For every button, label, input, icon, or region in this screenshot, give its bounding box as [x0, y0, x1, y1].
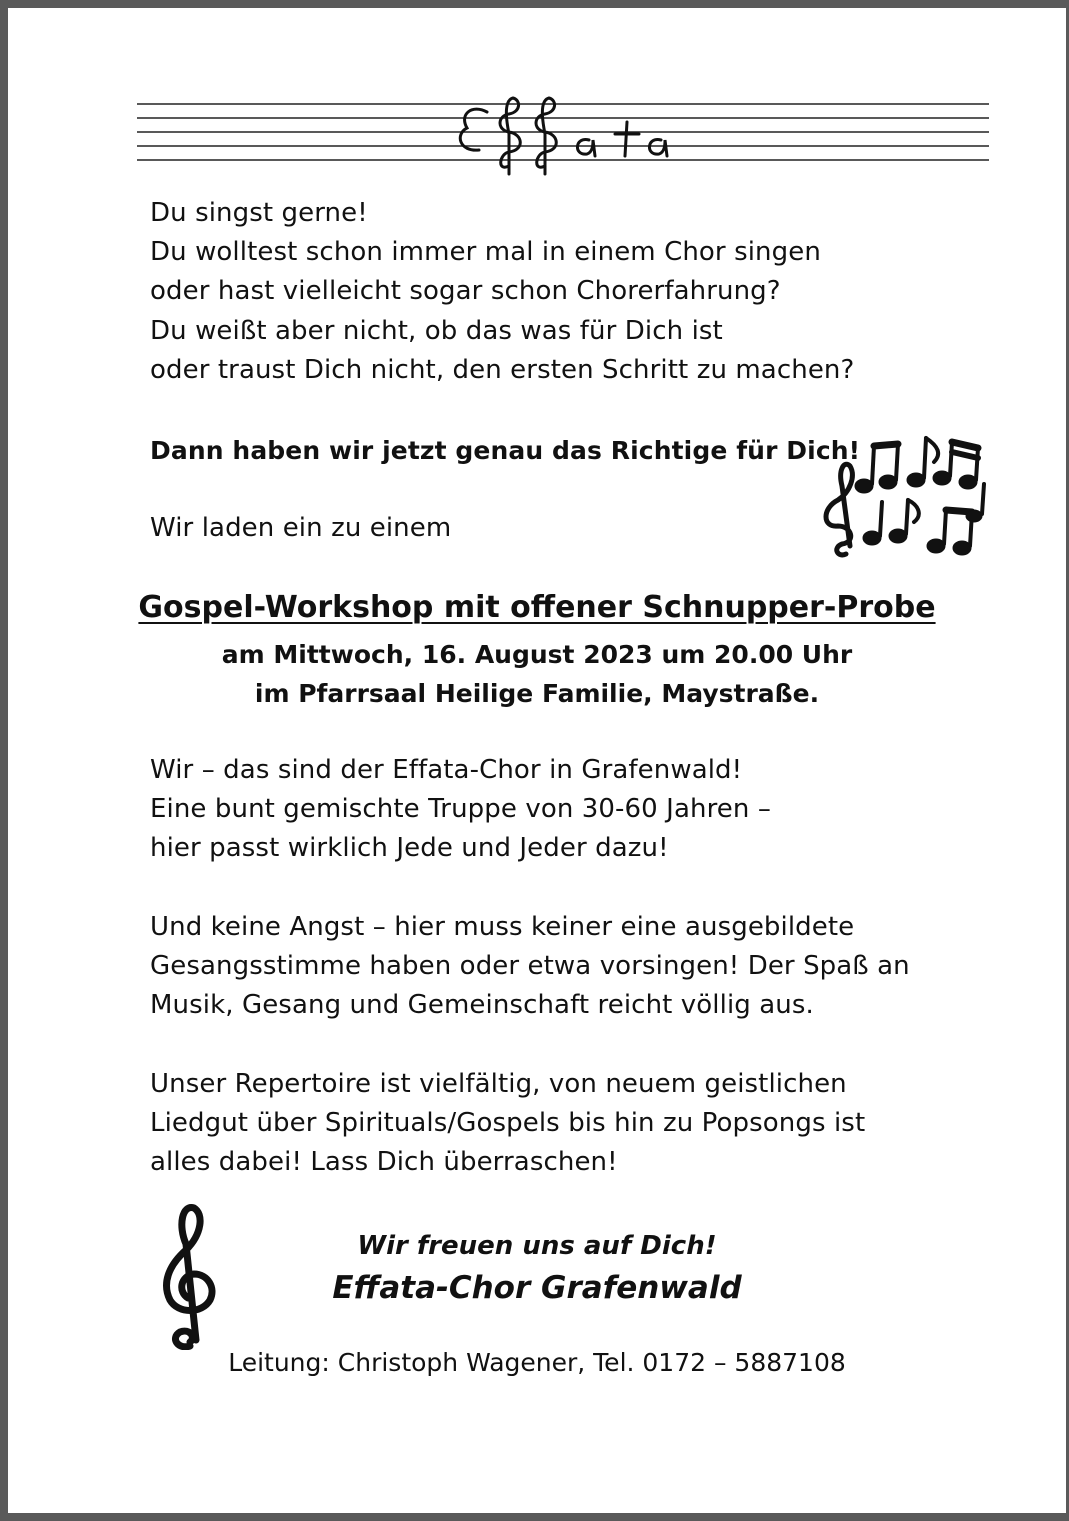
intro-line: Du weißt aber nicht, ob das was für Dich ist [150, 315, 723, 346]
about-line: hier passt wirklich Jede und Jeder dazu! [150, 833, 669, 864]
event-title: Gospel-Workshop mit offener Schnupper-Probe [138, 590, 936, 625]
invite-text: Wir laden ein zu einem [150, 513, 452, 543]
reassure-line: Gesangsstimme haben oder etwa vorsingen! Der Spaß an [150, 951, 910, 982]
about-line: Eine bunt gemischte Truppe von 30-60 Jahren – [150, 794, 771, 825]
reassure-text [150, 908, 910, 1026]
repertoire-line: Liedgut über Spirituals/Gospels bis hin zu Popsongs ist [150, 1108, 866, 1139]
about-text [150, 751, 771, 869]
flyer-page [8, 8, 1066, 1513]
repertoire-text [150, 1065, 865, 1183]
reassure-line: Musik, Gesang und Gemeinschaft reicht völlig aus. [150, 990, 814, 1021]
event-date: am Mittwoch, 16. August 2023 um 20.00 Uhr [221, 640, 853, 669]
intro-text [150, 194, 854, 390]
closing-greeting: Wir freuen uns auf Dich! [357, 1231, 717, 1261]
intro-line: Du singst gerne! [150, 198, 368, 228]
event-location: im Pfarrsaal Heilige Familie, Maystraße. [254, 679, 820, 708]
repertoire-line: alles dabei! Lass Dich überraschen! [150, 1147, 618, 1178]
effata-staff-logo [137, 94, 989, 184]
closing-signature: Effata-Chor Grafenwald [332, 1270, 742, 1306]
intro-line: Du wolltest schon immer mal in einem Chor singen [150, 237, 821, 268]
highlight-text: Dann haben wir jetzt genau das Richtige für Dich! [150, 436, 861, 465]
about-line: Wir – das sind der Effata-Chor in Grafenwald! [150, 755, 743, 785]
music-notes-image [816, 426, 988, 566]
reassure-line: Und keine Angst – hier muss keiner eine ausgebildete [150, 912, 855, 942]
repertoire-line: Unser Repertoire ist vielfältig, von neuem geistlichen [150, 1069, 847, 1099]
intro-line: oder hast vielleicht sogar schon Chorerfahrung? [150, 276, 781, 307]
intro-line: oder traust Dich nicht, den ersten Schritt zu machen? [150, 354, 855, 385]
contact-info: Leitung: Christoph Wagener, Tel. 0172 – 5887108 [228, 1348, 846, 1377]
